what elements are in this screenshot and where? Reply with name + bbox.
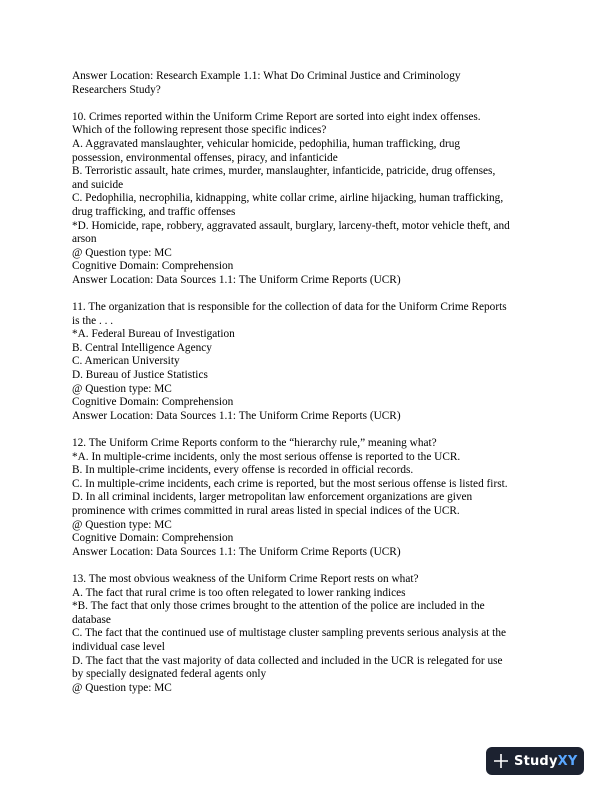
answer-location: Answer Location: Data Sources 1.1: The Uniform Crime Reports (UCR) [72,545,401,558]
answer-option: B. In multiple-crime incidents, every offense is recorded in official records. [72,464,414,477]
cognitive-domain: Cognitive Domain: Comprehension [72,260,234,273]
studyxy-badge[interactable] [486,747,584,775]
question-type: @ Question type: MC [72,246,172,259]
answer-option: *B. The fact that only those crimes brought to the attention of the police are included in the [72,600,485,613]
answer-option: D. Bureau of Justice Statistics [72,369,208,382]
answer-option: database [72,613,111,626]
question-type: @ Question type: MC [72,681,172,694]
answer-option: *A. Federal Bureau of Investigation [72,328,235,341]
answer-option: C. American University [72,355,180,368]
answer-option: individual case level [72,640,165,653]
question-stem: Which of the following represent those specific indices? [72,124,327,137]
badge-brand: StudyXY [514,753,578,769]
answer-option: C. The fact that the continued use of multistage cluster sampling prevents serious analysis at the [72,627,506,640]
answer-option: and suicide [72,178,124,191]
answer-option: D. In all criminal incidents, larger metropolitan law enforcement organizations are given [72,491,473,504]
cognitive-domain: Cognitive Domain: Comprehension [72,532,234,545]
answer-option: *D. Homicide, rape, robbery, aggravated assault, burglary, larceny-theft, motor vehicle theft, and [72,219,510,232]
question-11 [72,301,548,423]
question-12 [72,437,548,559]
question-13 [72,573,548,695]
answer-option: possession, environmental offenses, piracy, and infanticide [72,151,338,164]
cognitive-domain: Cognitive Domain: Comprehension [72,396,234,409]
answer-option: B. Terroristic assault, hate crimes, murder, manslaughter, infanticide, patricide, drug offenses, [72,165,496,178]
question-stem: 10. Crimes reported within the Uniform Crime Report are sorted into eight index offenses. [72,110,481,123]
answer-option: *A. In multiple-crime incidents, only the most serious offense is reported to the UCR. [72,450,461,463]
answer-option: C. Pedophilia, necrophilia, kidnapping, white collar crime, airline hijacking, human trafficking, [72,192,504,205]
question-stem: is the . . . [72,314,114,327]
answer-location-block [72,70,548,97]
document-page [72,70,548,709]
answer-option: arson [72,233,97,246]
answer-location: Answer Location: Data Sources 1.1: The Uniform Crime Reports (UCR) [72,273,401,286]
answer-option: D. The fact that the vast majority of data collected and included in the UCR is relegated for use [72,654,503,667]
question-type: @ Question type: MC [72,382,172,395]
plus-sparkle-icon [494,754,508,768]
answer-option: B. Central Intelligence Agency [72,341,212,354]
text-line: Answer Location: Research Example 1.1: What Do Criminal Justice and Criminology [72,70,461,82]
answer-option: prominence with crimes committed in rural areas listed in special indices of the UCR. [72,505,460,517]
answer-location: Answer Location: Data Sources 1.1: The Uniform Crime Reports (UCR) [72,409,401,422]
text-line: Researchers Study? [72,83,161,96]
question-type: @ Question type: MC [72,518,172,531]
answer-option: A. Aggravated manslaughter, vehicular homicide, pedophilia, human trafficking, drug [72,137,461,150]
question-stem: 11. The organization that is responsible for the collection of data for the Uniform Crime Reports [72,301,507,314]
question-stem: 13. The most obvious weakness of the Uniform Crime Report rests on what? [72,572,419,585]
answer-option: C. In multiple-crime incidents, each crime is reported, but the most serious offense is listed first. [72,477,508,490]
question-10 [72,111,548,288]
answer-option: drug trafficking, and traffic offenses [72,205,236,218]
answer-option: by specially designated federal agents only [72,668,267,681]
question-stem: 12. The Uniform Crime Reports conform to the “hierarchy rule,” meaning what? [72,437,437,450]
answer-option: A. The fact that rural crime is too often relegated to lower ranking indices [72,586,406,599]
